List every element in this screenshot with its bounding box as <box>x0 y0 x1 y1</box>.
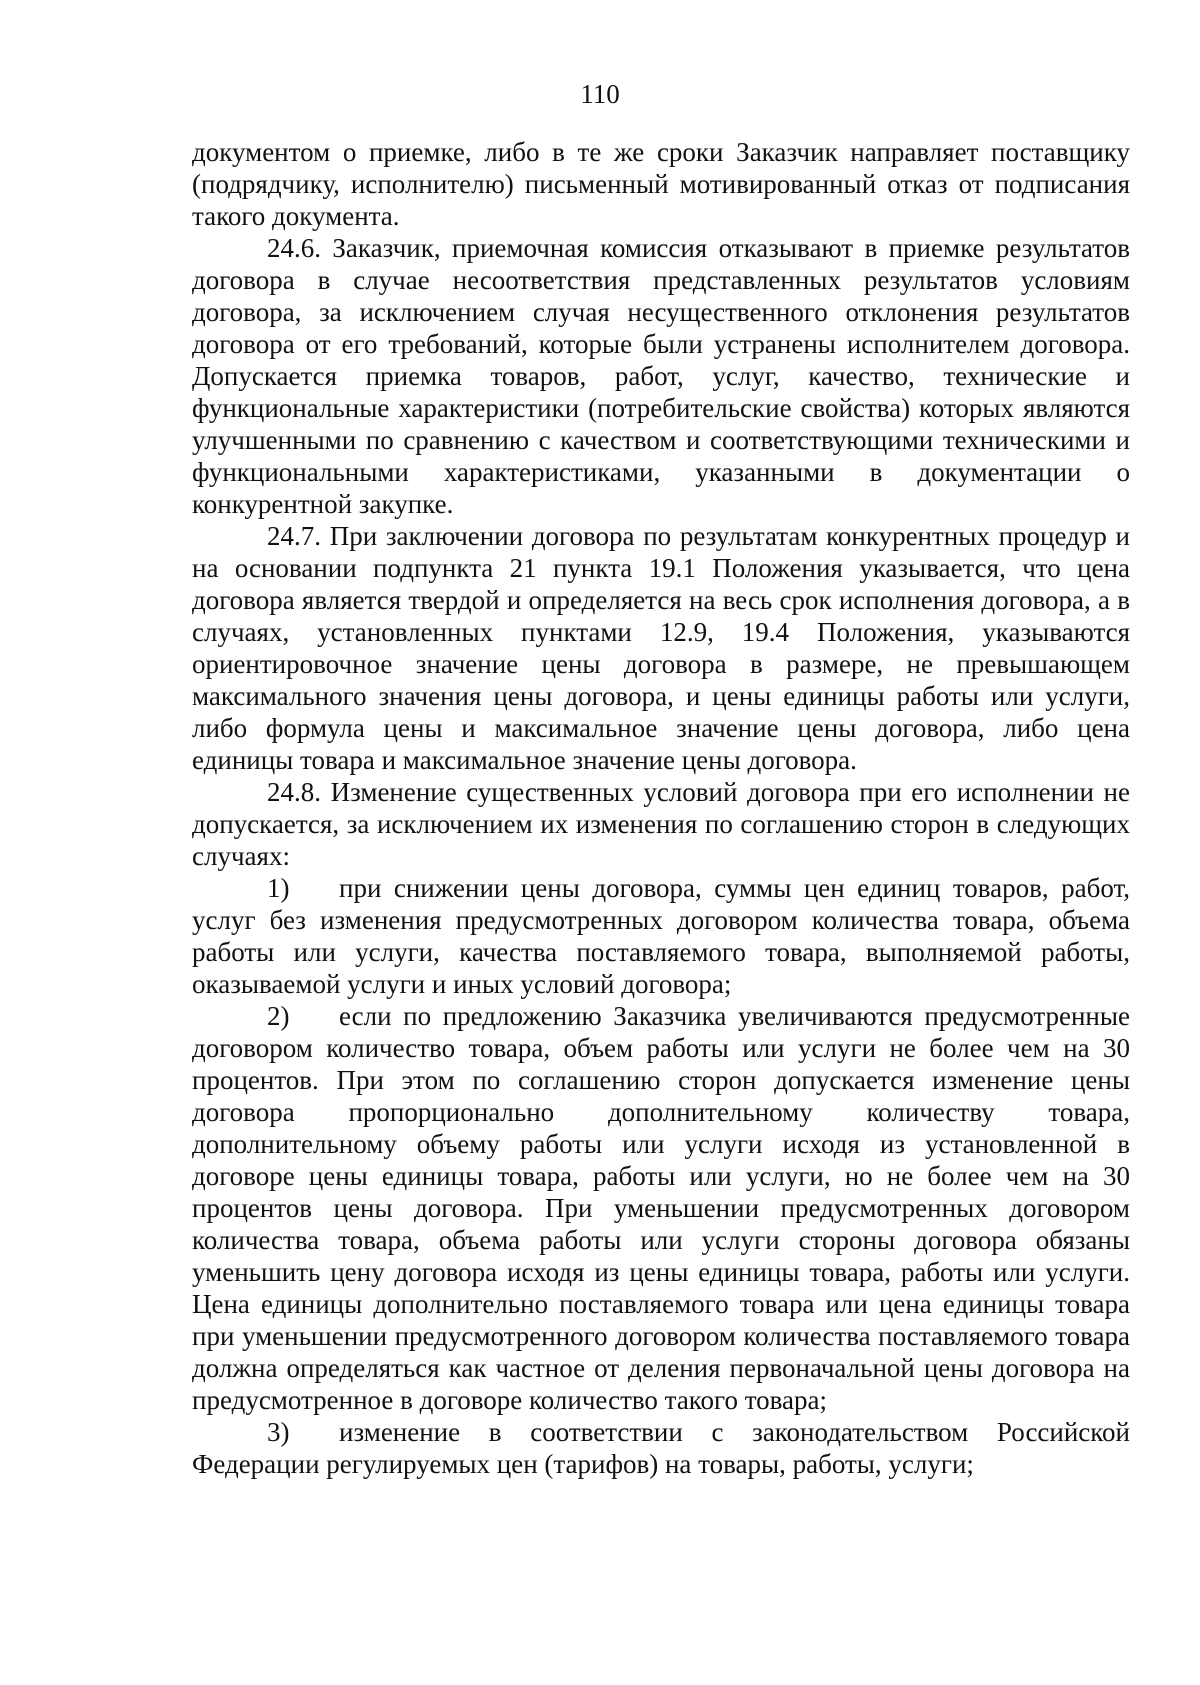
list-item-number: 3) <box>267 1417 290 1447</box>
paragraph-24-7: 24.7. При заключении договора по результатам конкурентных процедур и на основании подпункта 21 пункта 19.1 Положения указывается, что цена договора является твердой и определяется на весь срок исполнения договора, а в случаях, установленных пунктами 12.9, 19.4 Положения, указываются ориентировочное значение цены договора в размере, не превышающем максимального значения цены договора, и цены единицы работы или услуги, либо формула цены и максимальное значение цены договора, либо цена единицы товара и максимальное значение цены договора. <box>192 521 1130 775</box>
list-item-text: при снижении цены договора, суммы цен единиц товаров, работ, услуг без изменения предусмотренных договором количества товара, объема работы или услуги, качества поставляемого товара, выполняемой работы, оказываемой услуги и иных условий договора; <box>192 873 1130 999</box>
paragraph-24-6: 24.6. Заказчик, приемочная комиссия отказывают в приемке результатов договора в случае несоответствия представленных результатов условиям договора, за исключением случая несущественного отклонения результатов договора от его требований, которые были устранены исполнителем договора. Допускается приемка товаров, работ, услуг, качество, технические и функциональные характеристики (потребительские свойства) которых являются улучшенными по сравнению с качеством и соответствующими техническими и функциональными характеристиками, указанными в документации о конкурентной закупке. <box>192 233 1130 519</box>
paragraph-continuation: документом о приемке, либо в те же сроки Заказчик направляет поставщику (подрядчику, исполнителю) письменный мотивированный отказ от подписания такого документа. <box>192 137 1130 231</box>
list-item-text: изменение в соответствии с законодательством Российской Федерации регулируемых цен (тарифов) на товары, работы, услуги; <box>192 1417 1130 1479</box>
list-item-3 <box>192 1416 1130 1480</box>
list-item-number: 2) <box>267 1001 290 1031</box>
document-body <box>192 136 1130 1480</box>
page-number: 110 <box>580 79 620 109</box>
paragraph-24-8: 24.8. Изменение существенных условий договора при его исполнении не допускается, за исключением их изменения по соглашению сторон в следующих случаях: <box>192 777 1130 871</box>
list-item-2 <box>192 1000 1130 1416</box>
list-item-1 <box>192 872 1130 1000</box>
list-item-number: 1) <box>267 873 290 903</box>
list-item-text: если по предложению Заказчика увеличиваются предусмотренные договором количество товара, объем работы или услуги не более чем на 30 процентов. При этом по соглашению сторон допускается изменение цены договора пропорционально дополнительному количеству товара, дополнительному объему работы или услуги исходя из установленной в договоре цены единицы товара, работы или услуги, но не более чем на 30 процентов цены договора. При уменьшении предусмотренных договором количества товара, объема работы или услуги стороны договора обязаны уменьшить цену договора исходя из цены единицы товара, работы или услуги. Цена единицы дополнительно поставляемого товара или цена единицы товара при уменьшении предусмотренного договором количества поставляемого товара должна определяться как частное от деления первоначальной цены договора на предусмотренное в договоре количество такого товара; <box>192 1001 1130 1415</box>
